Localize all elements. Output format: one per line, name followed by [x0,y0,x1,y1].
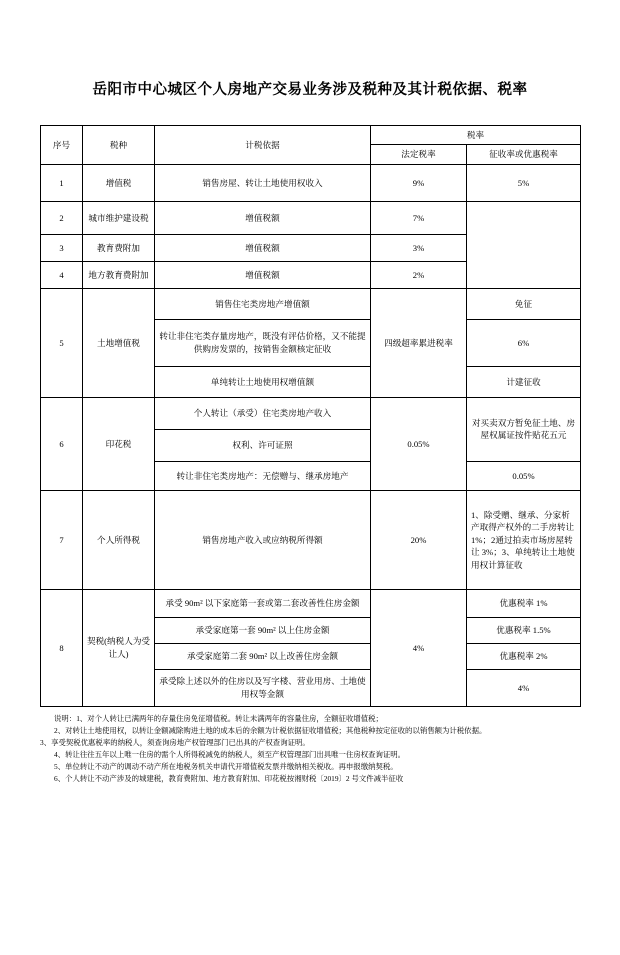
cell-tax-type: 教育费附加 [83,234,155,261]
page-title: 岳阳市中心城区个人房地产交易业务涉及税种及其计税依据、税率 [92,82,528,98]
cell-statutory-rate: 0.05% [371,397,467,490]
cell-tax-type: 城市维护建设税 [83,201,155,234]
cell-levy-rate: 优惠税率 1.5% [467,617,581,643]
cell-levy-rate [467,201,581,288]
cell-seq: 5 [41,288,83,397]
cell-tax-type: 地方教育费附加 [83,261,155,288]
table-row [41,397,581,429]
cell-basis: 承受 90m² 以下家庭第一套或第二套改善性住房金额 [155,589,371,617]
cell-seq: 2 [41,201,83,234]
table-row [41,589,581,617]
cell-levy-rate: 5% [467,164,581,201]
cell-basis: 销售住宅类房地产增值额 [155,288,371,319]
cell-levy-rate: 0.05% [467,461,581,490]
cell-tax-type: 增值税 [83,164,155,201]
note-item: 5、单位转让不动产的调动不动产所在地税务机关申请代开增值税发票并缴纳相关税收。再申报缴纳契税。 [54,761,398,771]
tax-table [40,125,581,707]
cell-levy-rate: 优惠税率 1% [467,589,581,617]
cell-statutory-rate: 9% [371,164,467,201]
note-item [40,713,580,725]
table-header-row [41,126,581,145]
cell-basis: 承受除上述以外的住房以及写字楼、营业用房、土地使用权等金额 [155,669,371,706]
cell-levy-rate: 计建征收 [467,366,581,397]
cell-tax-type: 契税(纳税人为受让人) [83,589,155,706]
col-header-seq: 序号 [41,126,83,165]
note-item: 2、对转让土地使用权，以转让金额减除购进土地的成本后的余额为计税依据征收增值税；其他税种按定征收的以销售额为计税依据。 [54,725,487,735]
col-header-levy-rate: 征收率或优惠税率 [467,145,581,164]
cell-basis: 增值税额 [155,201,371,234]
cell-levy-rate: 对买卖双方暂免征土地、房屋权属证按件贴花五元 [467,397,581,461]
cell-tax-type: 个人所得税 [83,490,155,589]
note-item: 4、转让往往五年以上唯一住房的需个人所得税减免的纳税人，须至产权管理部门出具唯一住房权查询证明。 [54,749,406,759]
note-text: 1、对个人转让已满两年的存量住房免征增值税。转让未满两年的容量住房，全额征收增值税； [76,713,383,723]
cell-seq: 3 [41,234,83,261]
cell-basis: 权利、许可证照 [155,429,371,461]
col-header-statutory-rate: 法定税率 [371,145,467,164]
cell-statutory-rate: 2% [371,261,467,288]
cell-basis: 销售房地产收入或应纳税所得额 [155,490,371,589]
cell-statutory-rate: 4% [371,589,467,706]
cell-basis: 销售房屋、转让土地使用权收入 [155,164,371,201]
note-item: 3、享受契税优惠税率的纳税人，须查询房地产权管理部门已出具的产权查询证明。 [40,737,310,747]
cell-seq: 4 [41,261,83,288]
cell-seq: 7 [41,490,83,589]
col-header-rate-group: 税率 [371,126,581,145]
cell-basis: 转让非住宅类存量房地产，既没有评估价格，又不能提供购房发票的，按销售金额核定征收 [155,319,371,366]
cell-levy-rate: 6% [467,319,581,366]
cell-seq: 6 [41,397,83,490]
cell-basis: 增值税额 [155,234,371,261]
cell-basis: 个人转让（承受）住宅类房地产收入 [155,397,371,429]
cell-seq: 1 [41,164,83,201]
note-item: 6、个人转让不动产涉及的城建税，教育费附加、地方教育附加、印花税按湘财税〔2019〕2 号文件减半征收 [54,773,404,783]
cell-seq: 8 [41,589,83,706]
table-row [41,288,581,319]
col-header-tax-type: 税种 [83,126,155,165]
cell-basis: 承受家庭第二套 90m² 以上改善住房金额 [155,643,371,669]
cell-basis: 单纯转让土地使用权增值额 [155,366,371,397]
cell-basis: 增值税额 [155,261,371,288]
cell-statutory-rate: 7% [371,201,467,234]
cell-statutory-rate: 四级超率累进税率 [371,288,467,397]
col-header-basis: 计税依据 [155,126,371,165]
notes-section [40,713,580,785]
cell-statutory-rate: 20% [371,490,467,589]
cell-basis: 转让非住宅类房地产：无偿赠与、继承房地产 [155,461,371,490]
cell-basis: 承受家庭第一套 90m² 以上住房金额 [155,617,371,643]
table-row [41,490,581,589]
cell-tax-type: 印花税 [83,397,155,490]
table-row [41,164,581,201]
notes-label: 说明： [54,713,77,723]
document-page [0,78,620,955]
cell-levy-rate: 1、除受赠、继承、分家析产取得产权外的二手房转让1%；2通过拍卖市场房屋转让 3%；3、单纯转让土地使用权计算征收 [467,490,581,589]
table-row [41,201,581,234]
cell-tax-type: 土地增值税 [83,288,155,397]
cell-statutory-rate: 3% [371,234,467,261]
cell-levy-rate: 免征 [467,288,581,319]
cell-levy-rate: 4% [467,669,581,706]
cell-levy-rate: 优惠税率 2% [467,643,581,669]
